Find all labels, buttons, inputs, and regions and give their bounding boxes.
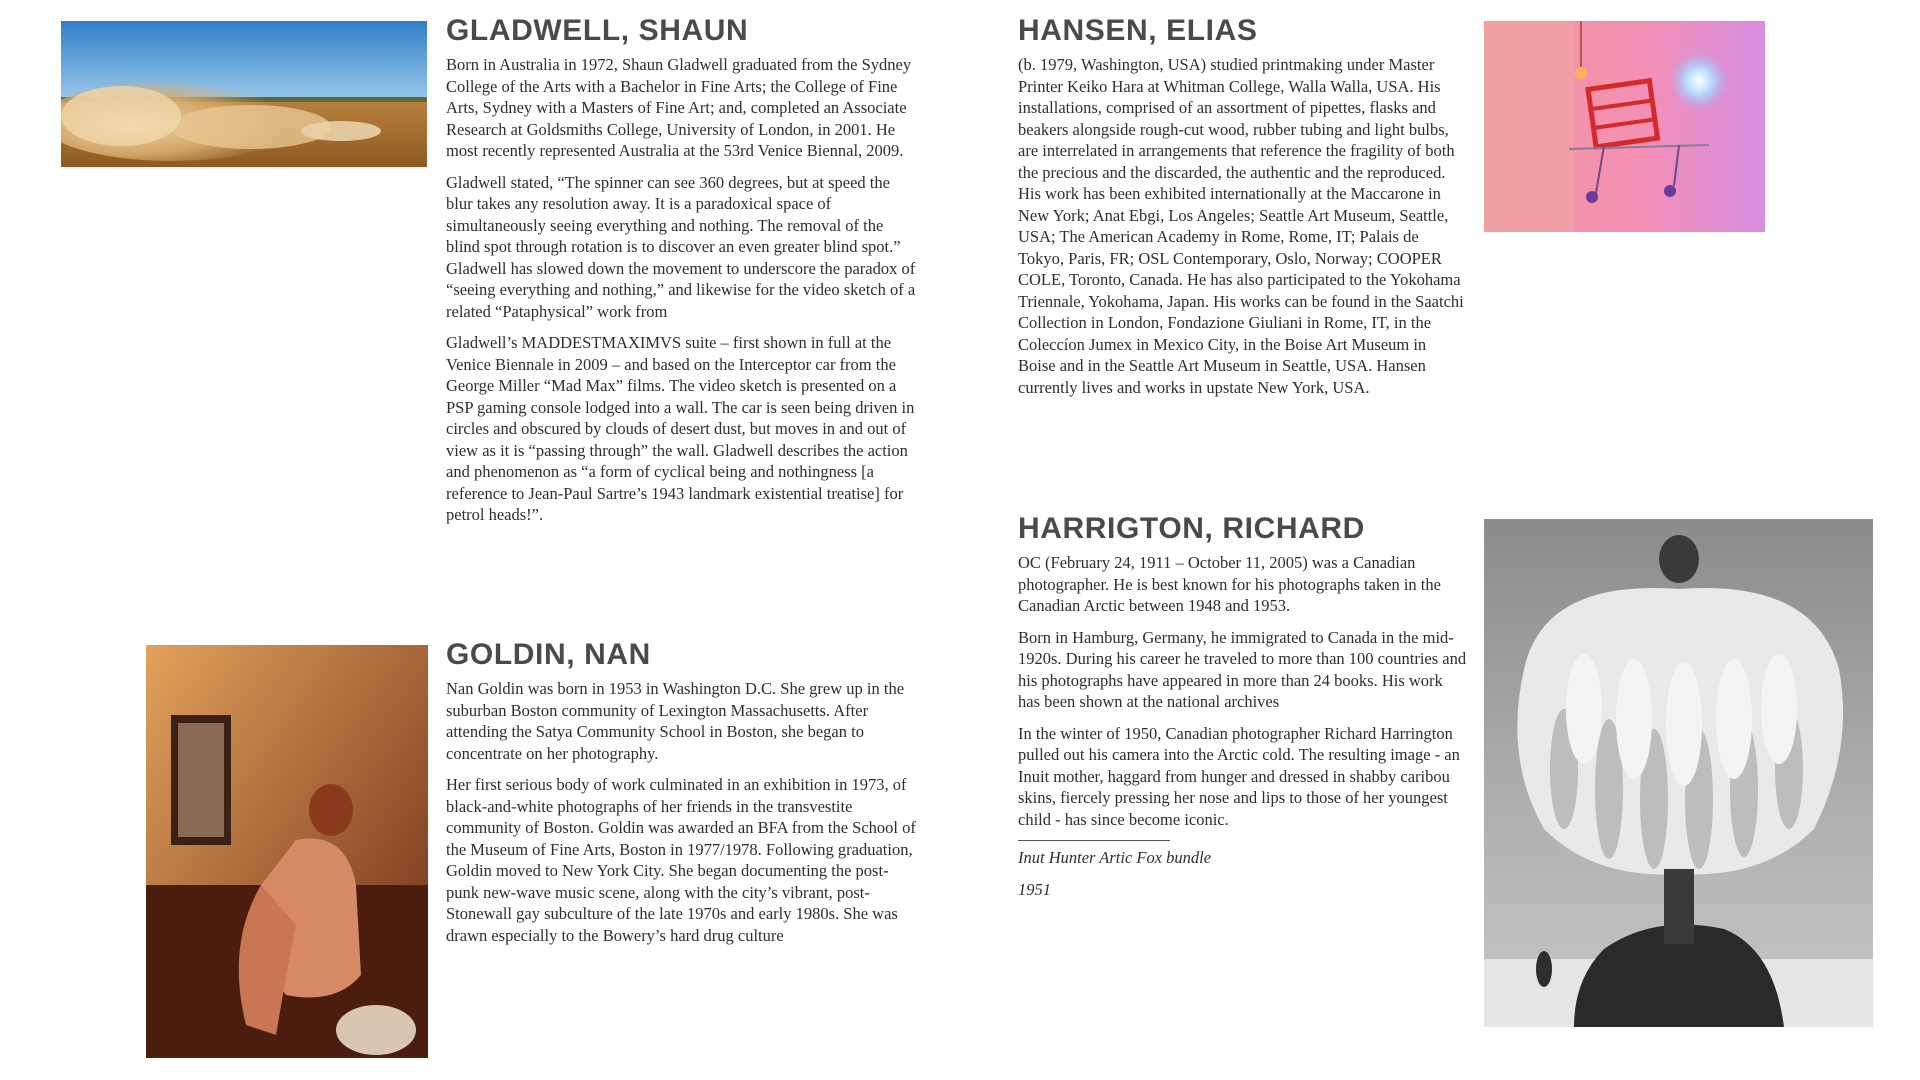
entry-hansen bbox=[1018, 14, 1466, 408]
bio-paragraph: In the winter of 1950, Canadian photographer Richard Harrington pulled out his camera into the Arctic cold. The resulting image - an Inuit mother, haggard from hunger and dressed in shabby caribou skins, fiercely pressing her nose and lips to those of her youngest child - has since become iconic. bbox=[1018, 723, 1460, 829]
entry-gladwell bbox=[446, 14, 916, 536]
gladwell-photo bbox=[61, 21, 427, 167]
bio-paragraph: Born in Australia in 1972, Shaun Gladwell graduated from the Sydney College of the Arts with a Bachelor in Fine Arts; the College of Fine Arts, Sydney with a Masters of Fine Art; and, completed an Associate Research at Goldsmiths College, University of London, in 2001. He most recently represented Australia at the 53rd Venice Biennal, 2009. bbox=[446, 55, 912, 160]
photo-caption-year: 1951 bbox=[1018, 879, 1051, 899]
artist-name: HANSEN, ELIAS bbox=[1018, 14, 1258, 47]
photo-caption-title: Inut Hunter Artic Fox bundle bbox=[1018, 848, 1212, 867]
bio-paragraph: Born in Hamburg, Germany, he immigrated to Canada in the mid-1920s. During his career he traveled to more than 100 countries and his photographs have appeared in more than 24 books. His work has been shown at the national archives bbox=[1018, 627, 1467, 711]
goldin-photo bbox=[146, 645, 428, 1058]
harrigton-photo bbox=[1484, 519, 1873, 1027]
hansen-photo bbox=[1484, 21, 1765, 232]
bio-paragraph: Nan Goldin was born in 1953 in Washington D.C. She grew up in the suburban Boston community of Lexington Massachusetts. After attending the Satya Community School in Boston, she began to concentrate on her photography. bbox=[446, 679, 905, 763]
bio-paragraph: Gladwell stated, “The spinner can see 360 degrees, but at speed the blur takes any resolution away. It is a paradoxical space of simultaneously seeing everything and nothing. The removal of the blind spot through rotation is to discover an even greater blind spot.” Gladwell has slowed down the movement to underscore the paradox of “seeing everything and nothing,” and likewise for the video sketch of a related “Pataphysical” work from bbox=[446, 172, 916, 321]
caption-divider bbox=[1018, 840, 1170, 841]
artist-name: GLADWELL, SHAUN bbox=[446, 14, 749, 47]
bio-paragraph: Her first serious body of work culminated in an exhibition in 1973, of black-and-white photographs of her friends in the transvestite community of Boston. Goldin was awarded an BFA from the School of the Museum of Fine Arts, Boston in 1977/1978. Following graduation, Goldin moved to New York City. She began documenting the post-punk new-wave music scene, along with the city’s vibrant, post-Stonewall gay subculture of the late 1970s and early 1980s. She was drawn especially to the Bowery’s hard drug culture bbox=[446, 775, 916, 945]
bio-paragraph: OC (February 24, 1911 – October 11, 2005) was a Canadian photographer. He is best known for his photographs taken in the Canadian Arctic between 1948 and 1953. bbox=[1018, 553, 1441, 615]
entry-harrigton bbox=[1018, 512, 1468, 910]
bio-paragraph: Gladwell’s MADDESTMAXIMVS suite – first shown in full at the Venice Biennale in 2009 – and based on the Interceptor car from the George Miller “Mad Max” films. The video sketch is presented on a PSP gaming console lodged into a wall. The car is seen being driven in circles and obscured by clouds of desert dust, but moves in and out of view as it is “passing through” the wall. Gladwell describes the action and phenomenon as “a form of cyclical being and nothingness [a reference to Jean-Paul Sartre’s 1943 landmark existential treatise] for petrol heads!”. bbox=[446, 333, 915, 524]
artist-name: GOLDIN, NAN bbox=[446, 638, 651, 671]
bio-paragraph: (b. 1979, Washington, USA) studied printmaking under Master Printer Keiko Hara at Whitman College, Walla Walla, USA. His installations, comprised of an assortment of pipettes, flasks and beakers alongside rough-cut wood, rubber tubing and light bulbs, are interrelated in arrangements that reference the fragility of both the precious and the discarded, the authentic and the reproduced. His work has been exhibited internationally at the Maccarone in New York; Anat Ebgi, Los Angeles; Seattle Art Museum, Seattle, USA; The American Academy in Rome, Rome, IT; Palais de Tokyo, Paris, FR; OSL Contemporary, Oslo, Norway; COOPER COLE, Toronto, Canada. He has also participated to the Yokohama Triennale, Yokohama, Japan. His works can be found in the Saatchi Collection in London, Fondazione Giuliani in Rome, IT, in the Coleccíon Jumex in Mexico City, in the Boise Art Museum in Boise and in the Seattle Art Museum in Seattle, USA. Hansen currently lives and works in upstate New York, USA. bbox=[1018, 55, 1464, 397]
artist-name: HARRIGTON, RICHARD bbox=[1018, 512, 1365, 545]
entry-goldin bbox=[446, 638, 916, 956]
